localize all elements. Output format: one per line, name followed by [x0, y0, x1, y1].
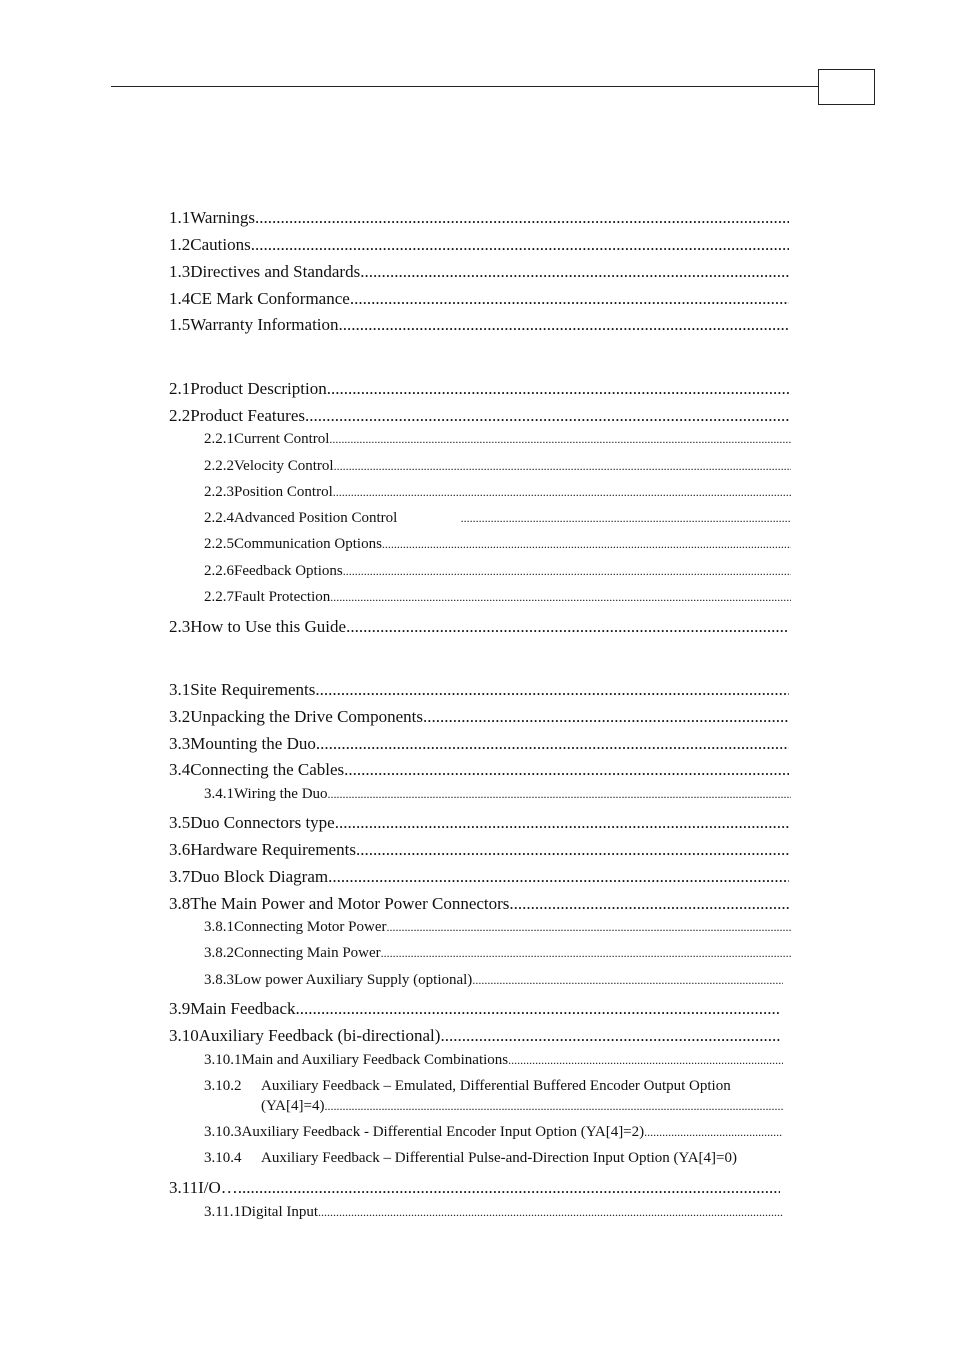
- toc-title: Warnings: [190, 208, 255, 227]
- toc-entry-2-1[interactable]: [169, 379, 789, 399]
- dot-leader: [316, 734, 789, 754]
- toc-title: Main and Auxiliary Feedback Combinations: [241, 1052, 509, 1068]
- toc-title: Product Features: [190, 406, 305, 425]
- toc-number: 2.2.5: [204, 536, 234, 552]
- toc-number: 3.8.1: [204, 919, 234, 935]
- toc-entry-2-2-3[interactable]: [204, 484, 791, 501]
- toc-number: 1.4: [169, 289, 191, 308]
- toc-number: 2.2.7: [204, 589, 234, 605]
- toc-title: Communication Options: [234, 536, 382, 552]
- dot-leader: [255, 208, 789, 228]
- toc-title: Directives and Standards: [190, 262, 361, 281]
- toc-title: Site Requirements: [190, 680, 316, 699]
- dot-leader: [350, 289, 789, 309]
- toc-entry-3-10-2[interactable]: [204, 1078, 731, 1095]
- toc-title: Auxiliary Feedback - Differential Encoder Input Option (YA[4]=2): [241, 1124, 645, 1140]
- toc-number: 3.11: [169, 1178, 199, 1197]
- toc-title: Connecting Motor Power: [234, 919, 387, 935]
- dot-leader: [346, 617, 789, 637]
- toc-number: 3.10.2: [204, 1078, 242, 1094]
- toc-title: Digital Input: [240, 1204, 319, 1220]
- toc-entry-2-2-2[interactable]: [204, 458, 791, 475]
- toc-entry-2-2-5[interactable]: [204, 536, 791, 553]
- toc-entry-2-2-6[interactable]: [204, 563, 791, 580]
- toc-entry-1-2[interactable]: [169, 235, 789, 255]
- dot-leader: [472, 973, 783, 988]
- toc-entry-3-3[interactable]: [169, 734, 789, 754]
- dot-leader: [508, 1053, 783, 1068]
- toc-title: Connecting Main Power: [234, 945, 381, 961]
- dot-leader: [327, 379, 789, 399]
- dot-leader: [343, 564, 791, 579]
- toc-number: 2.1: [169, 379, 191, 398]
- dot-leader: [324, 1099, 783, 1114]
- toc-title: The Main Power and Motor Power Connectors: [190, 894, 510, 913]
- toc-number: 3.5: [169, 813, 191, 832]
- toc-number: 3.7: [169, 867, 191, 886]
- dot-leader: [360, 262, 789, 282]
- toc-title-continued: (YA[4]=4): [261, 1098, 325, 1114]
- dot-leader: [356, 840, 789, 860]
- toc-title: Connecting the Cables: [190, 760, 345, 779]
- toc-entry-3-9[interactable]: [169, 999, 780, 1019]
- toc-number: 1.5: [169, 315, 191, 334]
- toc-number: 3.2: [169, 707, 191, 726]
- toc-entry-3-11-1[interactable]: [204, 1204, 783, 1221]
- dot-leader: [305, 406, 789, 426]
- toc-title: Auxiliary Feedback – Emulated, Differential Buffered Encoder Output Option: [261, 1078, 731, 1094]
- toc-number: 2.2.3: [204, 484, 234, 500]
- toc-number: 2.2.1: [204, 431, 234, 447]
- toc-entry-3-1[interactable]: [169, 680, 789, 700]
- toc-number: 3.10.4: [204, 1150, 242, 1166]
- toc-entry-3-10-1[interactable]: [204, 1052, 783, 1069]
- toc-entry-2-2-7[interactable]: [204, 589, 791, 606]
- toc-entry-2-2[interactable]: [169, 406, 789, 426]
- toc-entry-1-1[interactable]: [169, 208, 789, 228]
- toc-entry-3-5[interactable]: [169, 813, 789, 833]
- toc-title: Auxiliary Feedback – Differential Pulse-and-Direction Input Option (YA[4]=0): [261, 1150, 737, 1166]
- dot-leader: [381, 946, 791, 961]
- dot-leader: [423, 707, 789, 727]
- toc-number: 1.2: [169, 235, 191, 254]
- toc-number: 2.2.6: [204, 563, 234, 579]
- toc-entry-3-10[interactable]: [169, 1026, 780, 1046]
- dot-leader: [344, 760, 789, 780]
- toc-title: Auxiliary Feedback (bi-directional): [198, 1026, 441, 1045]
- toc-number: 3.3: [169, 734, 191, 753]
- toc-entry-3-10-2-continued[interactable]: [261, 1098, 783, 1115]
- toc-entry-3-6[interactable]: [169, 840, 789, 860]
- toc-title: Unpacking the Drive Components: [190, 707, 424, 726]
- toc-entry-3-8-3[interactable]: [204, 972, 783, 989]
- dot-leader: [251, 235, 789, 255]
- toc-title: Advanced Position Control: [234, 510, 398, 526]
- toc-title: Feedback Options: [234, 563, 343, 579]
- toc-number: 3.8.3: [204, 972, 234, 988]
- dot-leader: [333, 485, 791, 500]
- toc-number: 2.2.2: [204, 458, 234, 474]
- toc-number: 3.8.2: [204, 945, 234, 961]
- toc-entry-2-2-4[interactable]: [204, 510, 791, 527]
- toc-entry-3-8[interactable]: [169, 894, 789, 914]
- toc-title: Fault Protection: [234, 589, 331, 605]
- toc-title: Hardware Requirements: [190, 840, 356, 859]
- toc-title: Mounting the Duo: [190, 734, 316, 753]
- toc-number: 3.1: [169, 680, 191, 699]
- dot-leader: [461, 511, 791, 526]
- toc-number: 3.4: [169, 760, 191, 779]
- toc-title: Wiring the Duo: [234, 786, 328, 802]
- toc-entry-3-7[interactable]: [169, 867, 789, 887]
- toc-number: 3.9: [169, 999, 191, 1018]
- dot-leader: [328, 787, 791, 802]
- toc-number: 1.3: [169, 262, 191, 281]
- toc-number: 3.10.1: [204, 1052, 242, 1068]
- toc-entry-2-2-1[interactable]: [204, 431, 791, 448]
- toc-entry-2-3[interactable]: [169, 617, 789, 637]
- toc-entry-3-11[interactable]: [169, 1178, 780, 1198]
- dot-leader: [334, 459, 791, 474]
- toc-title: Cautions: [190, 235, 251, 254]
- dot-leader: [509, 894, 789, 914]
- toc-number: 2.3: [169, 617, 191, 636]
- toc-number: 2.2: [169, 406, 191, 425]
- toc-entry-3-8-1[interactable]: [204, 919, 791, 936]
- dot-leader: [296, 999, 780, 1019]
- toc-title: Position Control: [234, 484, 333, 500]
- toc-number: 1.1: [169, 208, 191, 227]
- dot-leader: [339, 315, 789, 335]
- toc-number: 3.8: [169, 894, 191, 913]
- toc-number: 3.4.1: [204, 786, 234, 802]
- dot-leader: [386, 920, 791, 935]
- toc-number: 3.10.3: [204, 1124, 242, 1140]
- toc-number: 3.11.1: [204, 1204, 241, 1220]
- dot-leader: [440, 1026, 780, 1046]
- toc-title: Duo Block Diagram: [190, 867, 329, 886]
- toc-entry-1-3[interactable]: [169, 262, 789, 282]
- dot-leader: [644, 1125, 783, 1140]
- toc-entry-1-4[interactable]: [169, 289, 789, 309]
- dot-leader: [318, 1205, 783, 1220]
- dot-leader: [238, 1178, 780, 1198]
- dot-leader: [382, 537, 791, 552]
- toc-title: Low power Auxiliary Supply (optional): [234, 972, 473, 988]
- dot-leader: [328, 867, 789, 887]
- toc-title: How to Use this Guide: [190, 617, 347, 636]
- dot-leader: [329, 432, 791, 447]
- toc-entry-1-5[interactable]: [169, 315, 789, 335]
- toc-title: Warranty Information: [190, 315, 339, 334]
- toc-entry-3-10-3[interactable]: [204, 1124, 783, 1141]
- toc-entry-3-4-1[interactable]: [204, 786, 791, 803]
- toc-number: 3.6: [169, 840, 191, 859]
- toc-entry-3-10-4[interactable]: [204, 1150, 737, 1167]
- toc-title: Duo Connectors type: [190, 813, 335, 832]
- toc-number: 3.10: [169, 1026, 199, 1045]
- toc-number: 2.2.4: [204, 510, 234, 526]
- toc-title: Main Feedback: [190, 999, 296, 1018]
- dot-leader: [315, 680, 789, 700]
- dot-leader: [335, 813, 789, 833]
- toc-title: I/O…: [198, 1178, 238, 1197]
- toc-entry-3-4[interactable]: [169, 760, 789, 780]
- dot-leader: [330, 590, 791, 605]
- toc-title: Velocity Control: [234, 458, 334, 474]
- toc-entry-3-2[interactable]: [169, 707, 789, 727]
- toc-entry-3-8-2[interactable]: [204, 945, 791, 962]
- toc-title: CE Mark Conformance: [190, 289, 350, 308]
- toc-title: Current Control: [234, 431, 330, 447]
- toc-title: Product Description: [190, 379, 327, 398]
